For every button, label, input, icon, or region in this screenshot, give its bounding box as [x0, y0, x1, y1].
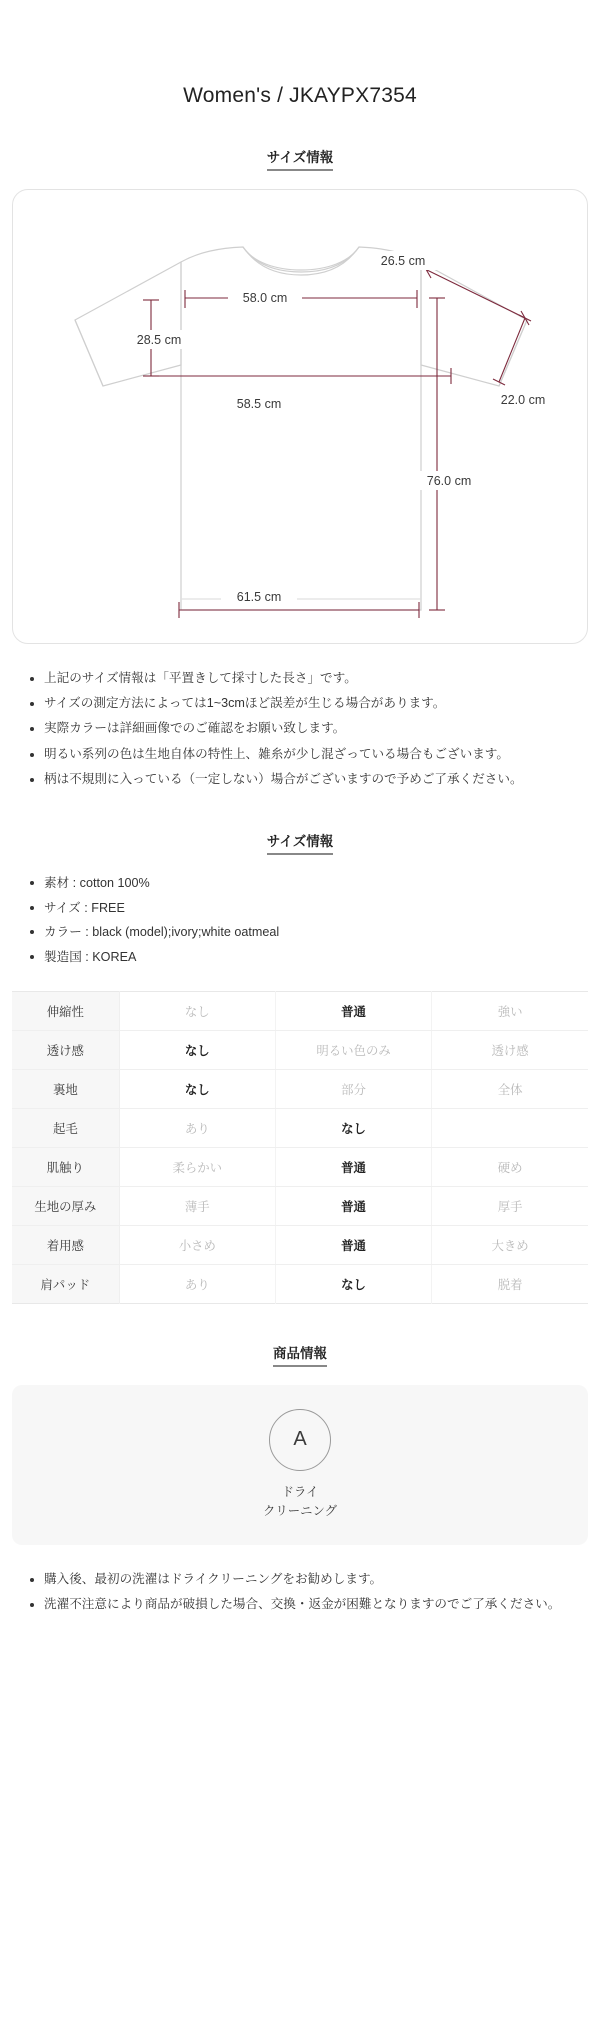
attr-option: 硬め	[432, 1148, 588, 1187]
size-notes-list	[0, 666, 600, 792]
attr-label: 伸縮性	[12, 992, 119, 1031]
dry-clean-icon-letter: A	[293, 1428, 307, 1451]
attr-option: 普通	[275, 1226, 431, 1265]
product-info-heading-label: 商品情報	[273, 1342, 327, 1367]
spec-info-heading-label: サイズ情報	[267, 830, 333, 855]
attr-option: 厚手	[432, 1187, 588, 1226]
attr-option	[432, 1109, 588, 1148]
attr-option: 全体	[432, 1070, 588, 1109]
list-item: サイズ : FREE	[30, 896, 576, 921]
attr-label: 起毛	[12, 1109, 119, 1148]
measure-sleeve-opening: 22.0 cm	[500, 393, 546, 408]
list-item: 柄は不規則に入っている（一定しない）場合がございますので予めご了承ください。	[30, 767, 576, 792]
dry-clean-icon	[269, 1409, 331, 1471]
attr-label: 透け感	[12, 1031, 119, 1070]
attr-option: 部分	[275, 1070, 431, 1109]
care-label-line2: クリーニング	[262, 1504, 338, 1519]
measure-sleeve-length: 26.5 cm	[380, 254, 426, 269]
list-item: 製造国 : KOREA	[30, 945, 576, 970]
care-label	[263, 1483, 337, 1521]
table-row	[12, 1031, 588, 1070]
attr-option: 普通	[275, 1187, 431, 1226]
attr-option: なし	[119, 1070, 275, 1109]
attr-option: 強い	[432, 992, 588, 1031]
attr-option: なし	[275, 1109, 431, 1148]
measure-hem: 61.5 cm	[236, 590, 282, 605]
attr-option: あり	[119, 1109, 275, 1148]
list-item: 素材 : cotton 100%	[30, 871, 576, 896]
measurement-lines	[143, 264, 531, 618]
attr-option: 柔らかい	[119, 1148, 275, 1187]
product-detail-page	[0, 14, 600, 1648]
attr-option: 透け感	[432, 1031, 588, 1070]
size-info-heading	[0, 146, 600, 171]
attribute-table	[12, 991, 588, 1304]
care-instruction-box	[12, 1385, 588, 1545]
attr-label: 肌触り	[12, 1148, 119, 1187]
attr-label: 肩パッド	[12, 1265, 119, 1304]
measure-total-length: 76.0 cm	[426, 474, 472, 489]
attr-option: 薄手	[119, 1187, 275, 1226]
care-notes-list	[0, 1567, 600, 1617]
attr-label: 裏地	[12, 1070, 119, 1109]
attr-option: なし	[275, 1265, 431, 1304]
list-item: 実際カラーは詳細画像でのご確認をお願い致します。	[30, 716, 576, 741]
measure-chest: 58.5 cm	[236, 397, 282, 412]
measurement-labels	[121, 251, 561, 606]
attr-option: 大きめ	[432, 1226, 588, 1265]
list-item: 洗濯不注意により商品が破損した場合、交換・返金が困難となりますのでご了承ください。	[30, 1592, 576, 1617]
spec-info-heading	[0, 830, 600, 855]
list-item: 購入後、最初の洗濯はドライクリーニングをお勧めします。	[30, 1567, 576, 1592]
attr-option: 普通	[275, 1148, 431, 1187]
list-item: 上記のサイズ情報は「平置きして採寸した長さ」です。	[30, 666, 576, 691]
attr-option: なし	[119, 992, 275, 1031]
product-info-heading	[0, 1342, 600, 1367]
care-label-line1: ドライ	[281, 1484, 319, 1499]
attr-option: 小さめ	[119, 1226, 275, 1265]
list-item: カラー : black (model);ivory;white oatmeal	[30, 920, 576, 945]
spec-list	[0, 871, 600, 969]
size-diagram	[12, 189, 588, 644]
attr-option: なし	[119, 1031, 275, 1070]
measure-armhole: 28.5 cm	[136, 333, 182, 348]
list-item: 明るい系列の色は生地自体の特性上、雑糸が少し混ざっている場合もございます。	[30, 742, 576, 767]
table-row	[12, 1070, 588, 1109]
list-item: サイズの測定方法によっては1~3cmほど誤差が生じる場合があります。	[30, 691, 576, 716]
attr-label: 生地の厚み	[12, 1187, 119, 1226]
table-row	[12, 1226, 588, 1265]
tshirt-diagram-svg	[13, 190, 588, 643]
table-row	[12, 992, 588, 1031]
table-row	[12, 1265, 588, 1304]
attr-option: 脱着	[497, 1278, 523, 1293]
table-row	[12, 1109, 588, 1148]
attr-option: 明るい色のみ	[275, 1031, 431, 1070]
attr-label: 着用感	[12, 1226, 119, 1265]
table-row	[12, 1148, 588, 1187]
page-title: Women's / JKAYPX7354	[183, 84, 417, 108]
measure-shoulder: 58.0 cm	[242, 291, 288, 306]
attr-option: あり	[119, 1265, 275, 1304]
table-row	[12, 1187, 588, 1226]
size-info-heading-label: サイズ情報	[267, 146, 333, 171]
attr-option: 普通	[275, 992, 431, 1031]
